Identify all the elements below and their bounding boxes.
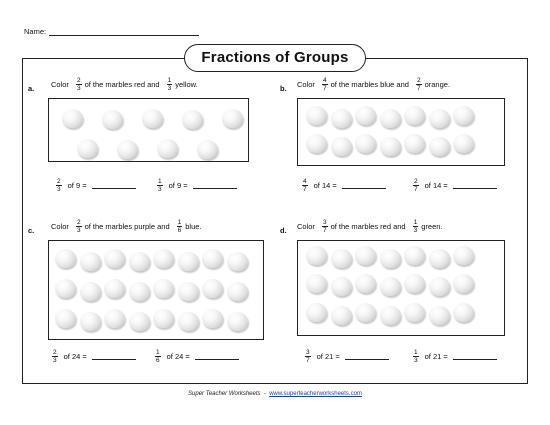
marble[interactable] [331, 277, 352, 296]
answer-row-c2 [151, 349, 239, 364]
answer-text: of 24 = [63, 352, 87, 361]
marble[interactable] [202, 249, 223, 268]
marble[interactable] [380, 249, 401, 268]
fraction-numerator: 2 [76, 219, 81, 226]
marble[interactable] [222, 109, 243, 128]
marble[interactable] [306, 246, 327, 265]
fraction-numerator: 1 [158, 178, 162, 185]
answer-row-d2 [409, 349, 497, 364]
fraction [177, 219, 183, 234]
marble[interactable] [55, 279, 76, 298]
fraction-numerator: 3 [322, 219, 327, 226]
worksheet-title: Fractions of Groups [184, 44, 366, 72]
answer-row-d1 [301, 349, 389, 364]
problem-b-instruction [297, 77, 453, 92]
fraction-denominator: 3 [158, 186, 162, 193]
instruction-text: yellow. [175, 80, 198, 89]
marble[interactable] [429, 277, 450, 296]
fraction [52, 349, 58, 364]
fraction-numerator: 1 [177, 219, 182, 226]
fraction-denominator: 7 [306, 357, 310, 364]
problem-d-instruction [297, 219, 446, 234]
answer-text: of 21 = [424, 352, 448, 361]
marble[interactable] [429, 137, 450, 156]
name-blank-line[interactable] [49, 28, 199, 36]
fraction [155, 349, 161, 364]
fraction [167, 77, 173, 92]
answer-blank[interactable] [345, 354, 389, 360]
fraction-denominator: 3 [413, 227, 418, 234]
fraction [322, 77, 328, 92]
fraction [413, 219, 419, 234]
marble[interactable] [142, 109, 163, 128]
fraction-numerator: 4 [322, 77, 327, 84]
fraction-denominator: 6 [156, 357, 160, 364]
answer-blank[interactable] [195, 354, 239, 360]
marble[interactable] [55, 249, 76, 268]
fraction-denominator: 3 [414, 357, 418, 364]
fraction-denominator: 7 [414, 186, 418, 193]
fraction-numerator: 2 [416, 77, 421, 84]
fraction-numerator: 3 [306, 349, 310, 356]
fraction-numerator: 1 [167, 77, 172, 84]
marble[interactable] [306, 106, 327, 125]
marble[interactable] [178, 282, 199, 301]
marble-box-c [48, 240, 264, 340]
answer-text: of 9 = [67, 181, 87, 190]
marble[interactable] [117, 140, 138, 159]
fraction-denominator: 3 [76, 227, 81, 234]
fraction-numerator: 1 [413, 219, 418, 226]
marble[interactable] [153, 249, 174, 268]
marble[interactable] [331, 249, 352, 268]
marble[interactable] [331, 137, 352, 156]
marble[interactable] [380, 306, 401, 325]
marble[interactable] [331, 306, 352, 325]
marble[interactable] [331, 109, 352, 128]
marble[interactable] [380, 137, 401, 156]
fraction [76, 77, 82, 92]
answer-blank[interactable] [92, 183, 136, 189]
marble[interactable] [453, 134, 474, 153]
fraction-numerator: 2 [57, 178, 61, 185]
marble[interactable] [178, 252, 199, 271]
marble-box-a [48, 98, 249, 162]
answer-row-b2 [409, 178, 497, 193]
marble[interactable] [453, 303, 474, 322]
marble[interactable] [153, 279, 174, 298]
fraction [157, 178, 163, 193]
fraction-numerator: 2 [414, 178, 418, 185]
marble[interactable] [404, 106, 425, 125]
fraction-denominator: 3 [76, 85, 81, 92]
fraction-denominator: 7 [322, 85, 327, 92]
instruction-text: of the marbles purple and [84, 222, 170, 231]
fraction-denominator: 3 [57, 186, 61, 193]
marble[interactable] [429, 249, 450, 268]
fraction [413, 178, 419, 193]
instruction-text: Color [297, 222, 315, 231]
answer-text: of 14 = [313, 181, 337, 190]
marble[interactable] [80, 312, 101, 331]
marble[interactable] [404, 303, 425, 322]
marble[interactable] [227, 252, 248, 271]
fraction-numerator: 1 [156, 349, 160, 356]
marble[interactable] [197, 140, 218, 159]
marble[interactable] [355, 303, 376, 322]
fraction-denominator: 7 [322, 227, 327, 234]
marble[interactable] [355, 134, 376, 153]
marble[interactable] [227, 312, 248, 331]
marble[interactable] [80, 252, 101, 271]
marble[interactable] [453, 274, 474, 293]
marble[interactable] [380, 277, 401, 296]
marble[interactable] [306, 274, 327, 293]
marble[interactable] [306, 134, 327, 153]
fraction-numerator: 2 [76, 77, 81, 84]
fraction [305, 349, 311, 364]
footer-separator: - [263, 391, 266, 397]
marble-box-b [297, 98, 505, 166]
answer-row-c1 [48, 349, 136, 364]
instruction-text: Color [297, 80, 315, 89]
answer-blank[interactable] [342, 183, 386, 189]
instruction-text: Color [51, 80, 69, 89]
marble[interactable] [62, 109, 83, 128]
fraction-denominator: 3 [53, 357, 57, 364]
marble[interactable] [429, 306, 450, 325]
marble[interactable] [55, 309, 76, 328]
fraction [413, 349, 419, 364]
marble[interactable] [404, 274, 425, 293]
marble-box-d [297, 240, 505, 336]
answer-text: of 9 = [168, 181, 188, 190]
answer-blank[interactable] [193, 183, 237, 189]
answer-blank[interactable] [92, 354, 136, 360]
footer [0, 391, 550, 397]
marble[interactable] [157, 139, 178, 158]
marble[interactable] [104, 249, 125, 268]
marble[interactable] [178, 312, 199, 331]
name-label: Name: [24, 27, 47, 36]
fraction-numerator: 1 [414, 349, 418, 356]
marble[interactable] [104, 279, 125, 298]
problem-b-letter: b. [280, 84, 287, 93]
marble[interactable] [129, 252, 150, 271]
name-field[interactable] [24, 27, 199, 36]
fraction-denominator: 6 [177, 227, 182, 234]
instruction-text: Color [51, 222, 69, 231]
marble[interactable] [355, 246, 376, 265]
answer-row-a1 [52, 178, 136, 193]
footer-link[interactable]: www.superteacherworksheets.com [269, 391, 362, 397]
answer-text: of 14 = [424, 181, 448, 190]
marble[interactable] [102, 110, 123, 129]
answer-text: of 21 = [316, 352, 340, 361]
marble[interactable] [104, 309, 125, 328]
instruction-text: of the marbles red and [84, 80, 160, 89]
problem-c-instruction [51, 219, 205, 234]
fraction [322, 219, 328, 234]
problem-d-letter: d. [280, 226, 287, 235]
marble[interactable] [77, 139, 98, 158]
fraction [56, 178, 62, 193]
marble[interactable] [202, 279, 223, 298]
problem-c-letter: c. [28, 226, 35, 235]
marble[interactable] [355, 274, 376, 293]
marble[interactable] [306, 303, 327, 322]
footer-brand: Super Teacher Worksheets [188, 391, 261, 397]
instruction-text: green. [421, 222, 443, 231]
marble[interactable] [453, 106, 474, 125]
fraction-denominator: 7 [416, 85, 421, 92]
fraction-denominator: 7 [303, 186, 307, 193]
instruction-text: of the marbles red and [330, 222, 406, 231]
answer-row-a2 [153, 178, 237, 193]
marble[interactable] [404, 246, 425, 265]
fraction-numerator: 4 [303, 178, 307, 185]
fraction-denominator: 3 [167, 85, 172, 92]
marble[interactable] [202, 309, 223, 328]
instruction-text: blue. [185, 222, 202, 231]
marble[interactable] [453, 246, 474, 265]
marble[interactable] [380, 109, 401, 128]
marble[interactable] [429, 109, 450, 128]
answer-row-b1 [298, 178, 386, 193]
fraction-numerator: 2 [53, 349, 57, 356]
problem-a-instruction [51, 77, 201, 92]
marble[interactable] [80, 282, 101, 301]
fraction [416, 77, 422, 92]
marble[interactable] [153, 309, 174, 328]
answer-blank[interactable] [453, 354, 497, 360]
marble[interactable] [404, 134, 425, 153]
answer-blank[interactable] [453, 183, 497, 189]
marble[interactable] [129, 282, 150, 301]
fraction [302, 178, 308, 193]
answer-text: of 24 = [166, 352, 190, 361]
fraction [76, 219, 82, 234]
marble[interactable] [355, 106, 376, 125]
marble[interactable] [182, 110, 203, 129]
marble[interactable] [227, 282, 248, 301]
marble[interactable] [129, 312, 150, 331]
instruction-text: orange. [424, 80, 451, 89]
problem-a-letter: a. [28, 84, 35, 93]
instruction-text: of the marbles blue and [330, 80, 409, 89]
